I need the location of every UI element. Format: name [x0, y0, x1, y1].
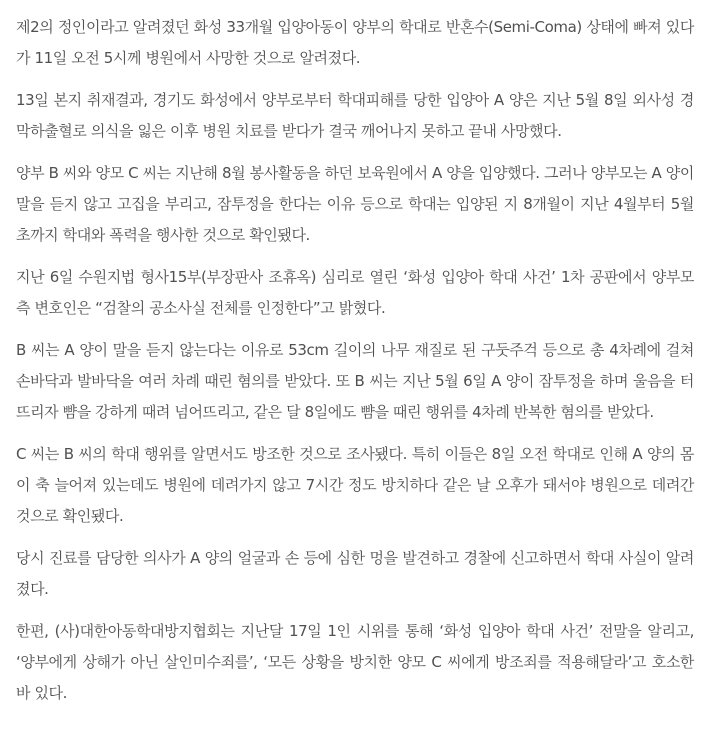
article-paragraph-4: 지난 6일 수원지법 형사15부(부장판사 조휴옥) 심리로 열린 ‘화성 입양아 학대 사건’ 1차 공판에서 양부모 측 변호인은 “검찰의 공소사실 전체를 인정한다”고 밝혔다.	[16, 268, 694, 317]
article-paragraph-2: 13일 본지 취재결과, 경기도 화성에서 양부로부터 학대피해를 당한 입양아 A 양은 지난 5월 8일 외사성 경막하출혈로 의식을 잃은 이후 병원 치료를 받다가 결국 깨어나지 못하고 끝내 사망했다.	[16, 91, 694, 140]
article-paragraph-3: 양부 B 씨와 양모 C 씨는 지난해 8월 봉사활동을 하던 보육원에서 A 양을 입양했다. 그러나 양부모는 A 양이 말을 듣지 않고 고집을 부리고, 잠투정을 한다는 이유 등으로 학대는 입양된 지 8개월이 지난 4월부터 5월 초까지 학대와 폭력을 행사한 것으로 확인됐다.	[16, 164, 694, 244]
article-paragraph-5: B 씨는 A 양이 말을 듣지 않는다는 이유로 53cm 길이의 나무 재질로 된 구둣주걱 등으로 총 4차례에 걸쳐 손바닥과 발바닥을 여러 차례 때린 혐의를 받았다. 또 B 씨는 지난 5월 6일 A 양이 잠투정을 하며 울음을 터뜨리자 뺨을 강하게 때려 넘어뜨리고, 같은 달 8일에도 뺨을 때린 행위를 4차례 반복한 혐의를 받았다.	[16, 341, 694, 421]
article-paragraph-8: 한편, (사)대한아동학대방지협회는 지난달 17일 1인 시위를 통해 ‘화성 입양아 학대 사건’ 전말을 알리고, ‘양부에게 상해가 아닌 살인미수죄를’, ‘모든 상황을 방치한 양모 C 씨에게 방조죄를 적용해달라’고 호소한 바 있다.	[16, 622, 694, 702]
article-paragraph-6: C 씨는 B 씨의 학대 행위를 알면서도 방조한 것으로 조사됐다. 특히 이들은 8일 오전 학대로 인해 A 양의 몸이 축 늘어져 있는데도 병원에 데려가지 않고 7시간 정도 방치하다 같은 날 오후가 돼서야 병원으로 데려간 것으로 확인됐다.	[16, 445, 694, 525]
article-paragraph-1: 제2의 정인이라고 알려졌던 화성 33개월 입양아동이 양부의 학대로 반혼수(Semi-Coma) 상태에 빠져 있다가 11일 오전 5시께 병원에서 사망한 것으로 알려졌다.	[16, 18, 694, 67]
article-paragraph-7: 당시 진료를 담당한 의사가 A 양의 얼굴과 손 등에 심한 멍을 발견하고 경찰에 신고하면서 학대 사실이 알려졌다.	[16, 549, 694, 598]
